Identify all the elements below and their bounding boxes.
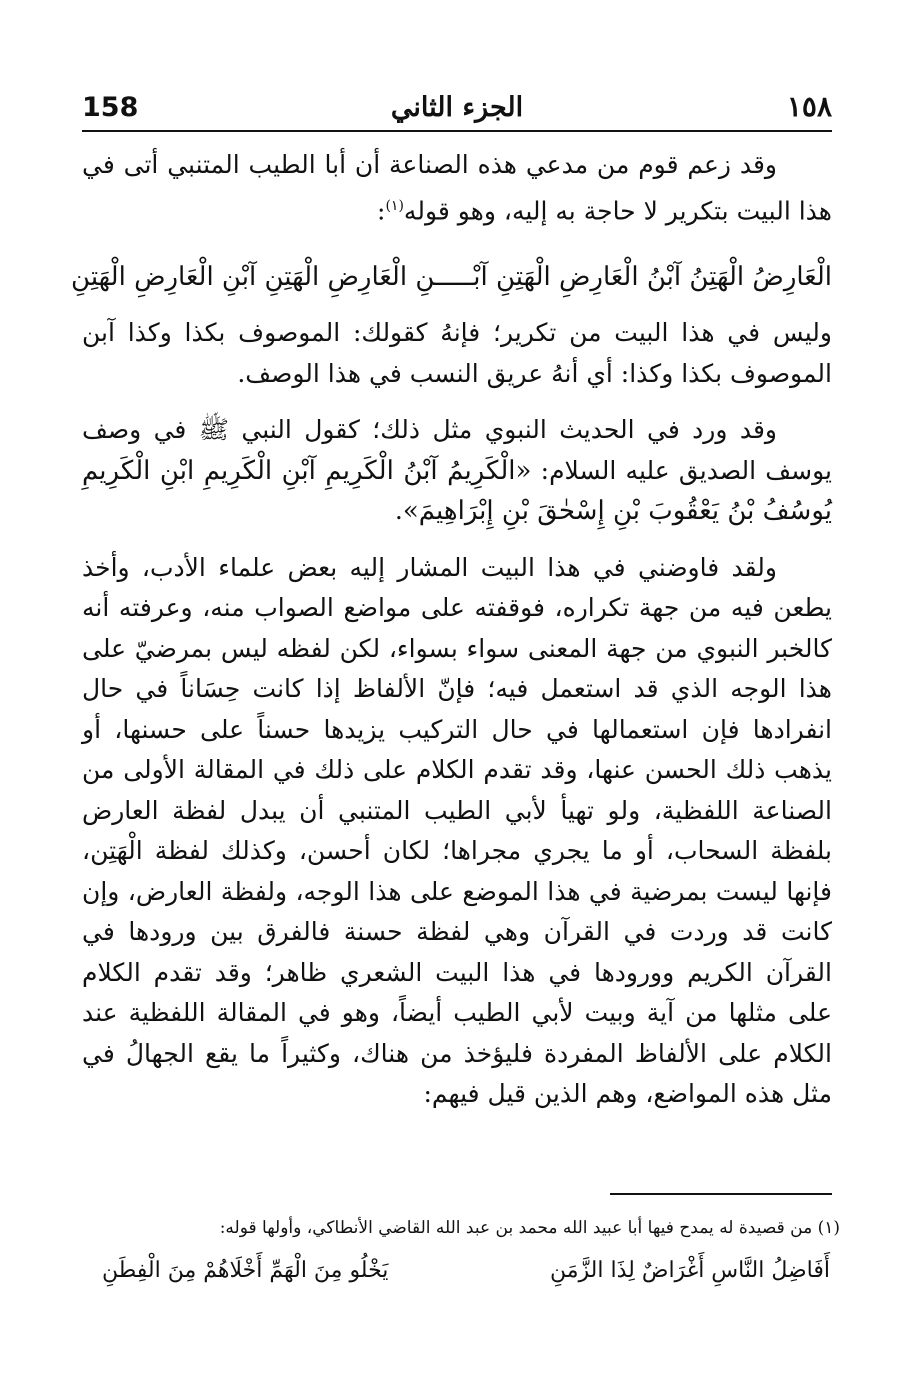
paragraph-1-end: :: [377, 195, 386, 225]
footnote-verse-second-hemistich: يَخْلُو مِنَ الْهَمِّ أَخْلَاهُمْ مِنَ الْفِطَنِ: [102, 1258, 389, 1283]
paragraph-1-text: وقد زعم قوم من مدعي هذه الصناعة أن أبا الطيب المتنبي أتى في هذا البيت بتكرير لا حاجة به إليه، وهو قوله: [82, 150, 832, 225]
page-number-latin: 158: [82, 92, 139, 123]
footnote-verse-first-hemistich: أَفَاضِلُ النَّاسِ أَغْرَاضٌ لِذَا الزَّمَنِ: [550, 1258, 830, 1283]
poem-verse: الْعَارِضُ الْهَتِنُ آبْنُ الْعَارِضِ الْهَتِنِ آبْـــــنِ الْعَارِضِ الْهَتِنِ آبْنِ الْعَارِضِ الْهَتِنِ: [71, 262, 832, 293]
main-text: [71, 145, 833, 1115]
paragraph-3-intro: وقد ورد في الحديث النبوي مثل ذلك؛ كقول النبي ﷺ في وصف يوسف الصديق عليه السلام:: [82, 415, 833, 485]
page-header: [82, 90, 832, 132]
paragraph-3-end: .: [394, 496, 403, 526]
paragraph-3: [82, 410, 832, 532]
paragraph-2: وليس في هذا البيت من تكرير؛ فإنهُ كقولك: الموصوف بكذا وكذا آبن الموصوف بكذا وكذا: أي أنهُ عريق النسب في هذا الوصف.: [82, 318, 832, 388]
footnote-1: (١) من قصيدة له يمدح فيها أبا عبيد الله محمد بن عبد الله القاضي الأنطاكي، وأولها قوله:: [219, 1218, 840, 1238]
footnotes: [82, 1213, 840, 1291]
hadith-quote: «الْكَرِيمُ آبْنُ الْكَرِيمِ آبْنِ الْكَرِيمِ ابْنِ الْكَرِيمِ يُوسُفُ بْنُ يَعْقُوبَ بْنِ إِسْحٰقَ بْنِ إِبْرَاهِيمَ»: [82, 455, 832, 527]
footnote-verse: [82, 1251, 840, 1291]
running-title: الجزء الثاني: [390, 92, 524, 123]
paragraph-4: ولقد فاوضني في هذا البيت المشار إليه بعض علماء الأدب، وأخذ يطعن فيه من جهة تكراره، فوقفته على مواضع الصواب منه، وعرفته أنه كالخبر النبوي من جهة المعنى سواء بسواء، لكن لفظه ليس بمرضيّ على هذا الوجه الذي قد استعمل فيه؛ فإنّ الألفاظ إذا كانت حِسَاناً في حال انفرادها فإن استعمالها في حال التركيب يزيدها حسناً على حسنها، أو يذهب ذلك الحسن عنها، وقد تقدم الكلام على ذلك في المقالة الأولى من الصناعة اللفظية، ولو تهيأ لأبي الطيب المتنبي أن يبدل لفظة العارض بلفظة السحاب، أو ما يجري مجراها؛ لكان أحسن، وكذلك لفظة الْهَتِن، فإنها ليست بمرضية في هذا الموضع على هذا الوجه، ولفظة العارض، وإن كانت قد وردت في القرآن وهي لفظة حسنة فالفرق بين ورودها في القرآن الكريم وورودها في هذا البيت الشعري ظاهر؛ وقد تقدم الكلام على مثلها من آية وبيت لأبي الطيب أيضاً، وهو في المقالة اللفظية عند الكلام على الألفاظ المفردة فليؤخذ من هناك، وكثيراً ما يقع الجهالُ في مثل هذه المواضع، وهم الذين قيل فيهم:: [82, 552, 832, 1109]
footnote-separator: [610, 1193, 832, 1195]
footnote-ref: (١): [385, 197, 404, 214]
paragraph-1: [82, 145, 832, 231]
page-number-arabic: ١٥٨: [786, 90, 832, 123]
